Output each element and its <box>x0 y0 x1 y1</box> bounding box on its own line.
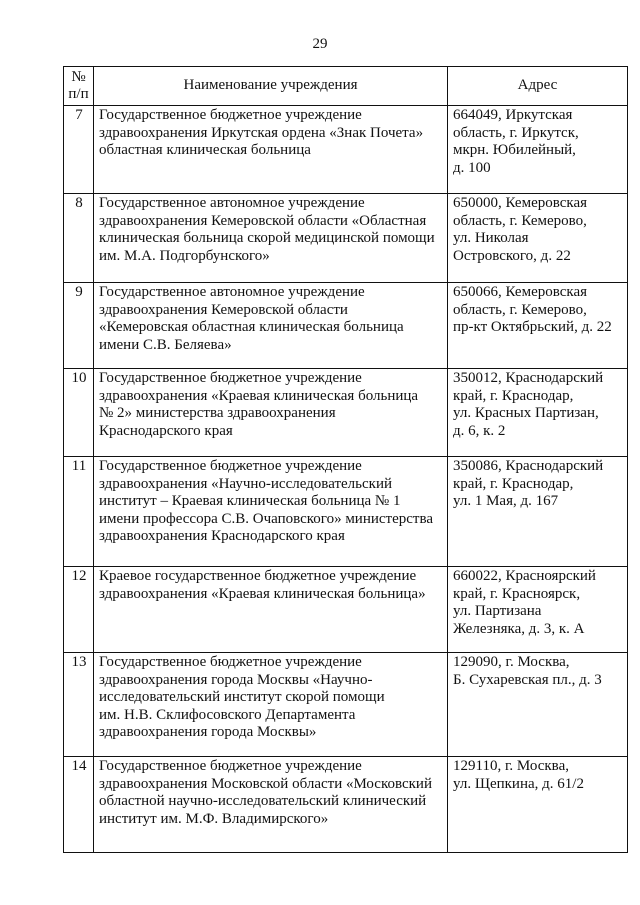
institution-name: Государственное бюджетное учреждение здравоохранения Иркутская ордена «Знак Почета» областная клиническая больница <box>94 106 448 194</box>
header-institution-name: Наименование учреждения <box>94 67 448 106</box>
table-row <box>64 457 628 567</box>
row-number: 9 <box>64 283 94 369</box>
institution-name: Государственное автономное учреждение здравоохранения Кемеровской области «Кемеровская областная клиническая больница имени С.В. Беляева» <box>94 283 448 369</box>
institution-address: 350086, Краснодарский край, г. Краснодар, ул. 1 Мая, д. 167 <box>448 457 628 567</box>
header-number: № п/п <box>64 67 94 106</box>
institution-name: Государственное бюджетное учреждение здравоохранения Московской области «Московский областной научно-исследовательский клинический институт им. М.Ф. Владимирского» <box>94 757 448 853</box>
institution-address: 660022, Красноярский край, г. Красноярск, ул. Партизана Железняка, д. 3, к. А <box>448 567 628 653</box>
table-row <box>64 653 628 757</box>
institution-name: Государственное бюджетное учреждение здравоохранения города Москвы «Научно- исследовательский институт скорой помощи им. Н.В. Склифосовского Департамента здравоохранения города Москвы» <box>94 653 448 757</box>
institution-address: 650066, Кемеровская область, г. Кемерово, пр-кт Октябрьский, д. 22 <box>448 283 628 369</box>
row-number: 14 <box>64 757 94 853</box>
row-number: 11 <box>64 457 94 567</box>
institutions-table <box>63 66 628 853</box>
row-number: 7 <box>64 106 94 194</box>
institution-address: 129110, г. Москва, ул. Щепкина, д. 61/2 <box>448 757 628 853</box>
institution-name: Государственное бюджетное учреждение здравоохранения «Краевая клиническая больница № 2» министерства здравоохранения Краснодарского края <box>94 369 448 457</box>
row-number: 10 <box>64 369 94 457</box>
row-number: 13 <box>64 653 94 757</box>
institution-name: Государственное автономное учреждение здравоохранения Кемеровской области «Областная клиническая больница скорой медицинской помощи им. М.А. Подгорбунского» <box>94 194 448 283</box>
row-number: 12 <box>64 567 94 653</box>
table-row <box>64 194 628 283</box>
institution-address: 129090, г. Москва, Б. Сухаревская пл., д. 3 <box>448 653 628 757</box>
table-row <box>64 106 628 194</box>
page-number: 29 <box>312 36 328 52</box>
table-row <box>64 283 628 369</box>
institution-address: 350012, Краснодарский край, г. Краснодар, ул. Красных Партизан, д. 6, к. 2 <box>448 369 628 457</box>
institution-name: Государственное бюджетное учреждение здравоохранения «Научно-исследовательский институт – Краевая клиническая больница № 1 имени профессора С.В. Очаповского» министерства здравоохранения Краснодарского края <box>94 457 448 567</box>
header-address: Адрес <box>448 67 628 106</box>
institution-address: 650000, Кемеровская область, г. Кемерово, ул. Николая Островского, д. 22 <box>448 194 628 283</box>
row-number: 8 <box>64 194 94 283</box>
institution-address: 664049, Иркутская область, г. Иркутск, мкрн. Юбилейный, д. 100 <box>448 106 628 194</box>
table-row <box>64 567 628 653</box>
table-header-row <box>64 67 628 106</box>
institution-name: Краевое государственное бюджетное учреждение здравоохранения «Краевая клиническая больница» <box>94 567 448 653</box>
table-row <box>64 369 628 457</box>
table-row <box>64 757 628 853</box>
